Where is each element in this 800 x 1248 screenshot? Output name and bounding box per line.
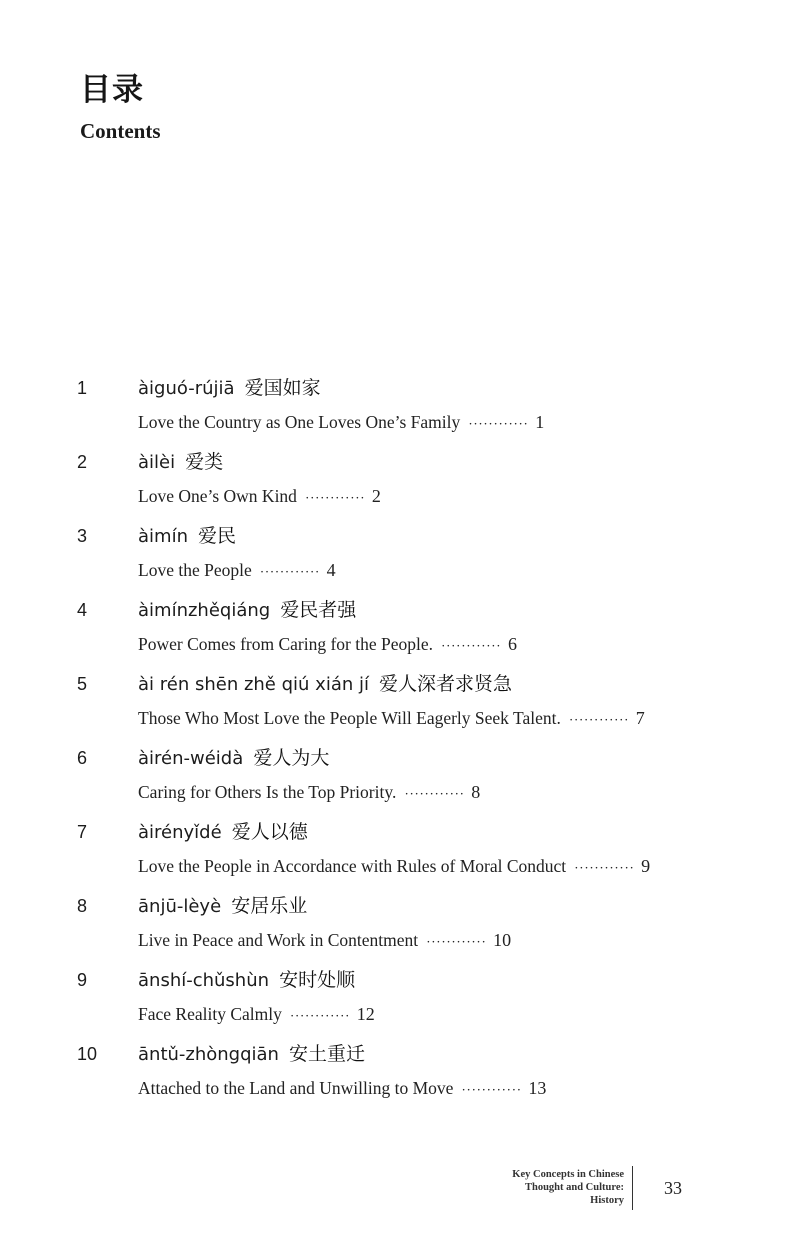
entry-pinyin: àilèi bbox=[138, 452, 176, 473]
entry-english-title bbox=[138, 780, 480, 806]
entry-page-number: 1 bbox=[535, 412, 545, 432]
footer-title-line-1: Key Concepts in Chinese bbox=[512, 1169, 624, 1180]
entry-term bbox=[138, 744, 329, 773]
toc-entry-5[interactable] bbox=[0, 670, 800, 734]
entry-english-title bbox=[138, 410, 544, 436]
entry-page-number: 8 bbox=[471, 782, 481, 802]
dot-leader: ············ bbox=[461, 1083, 522, 1097]
page-title-chinese: 目录 bbox=[80, 72, 144, 108]
entry-number: 3 bbox=[77, 526, 88, 546]
entry-english-title bbox=[138, 706, 645, 732]
entry-page-number: 6 bbox=[507, 634, 517, 654]
entry-number: 5 bbox=[77, 674, 88, 694]
toc-entry-4[interactable] bbox=[0, 596, 800, 660]
entry-hanzi: 安土重迁 bbox=[289, 1043, 366, 1065]
entry-hanzi: 爱民者强 bbox=[280, 599, 357, 621]
entry-english-title bbox=[138, 484, 381, 510]
entry-term bbox=[138, 522, 236, 551]
entry-term bbox=[138, 448, 223, 477]
footer-divider bbox=[632, 1166, 633, 1210]
dot-leader: ············ bbox=[574, 861, 635, 875]
dot-leader: ············ bbox=[468, 417, 529, 431]
entry-hanzi: 爱人为大 bbox=[253, 747, 330, 769]
page-title-english: Contents bbox=[80, 119, 161, 143]
entry-pinyin: āntǔ-zhòngqiān bbox=[138, 1044, 279, 1065]
dot-leader: ············ bbox=[305, 491, 366, 505]
entry-english-text: Love One’s Own Kind bbox=[138, 486, 297, 506]
entry-pinyin: ānshí-chǔshùn bbox=[138, 970, 270, 991]
toc-entry-2[interactable] bbox=[0, 448, 800, 512]
entry-number: 9 bbox=[77, 970, 88, 990]
toc-entry-7[interactable] bbox=[0, 818, 800, 882]
running-footer-book-title bbox=[512, 1168, 624, 1207]
entry-hanzi: 安时处顺 bbox=[279, 969, 356, 991]
toc-entry-10[interactable] bbox=[0, 1040, 800, 1104]
footer-title-line-2: Thought and Culture: bbox=[524, 1182, 624, 1193]
entry-hanzi: 爱类 bbox=[185, 451, 224, 473]
footer-title-line-3: History bbox=[590, 1195, 624, 1206]
dot-leader: ············ bbox=[404, 787, 465, 801]
entry-number: 2 bbox=[77, 452, 88, 472]
entry-number: 1 bbox=[77, 378, 88, 398]
entry-term bbox=[138, 596, 356, 625]
entry-term bbox=[138, 670, 512, 699]
entry-hanzi: 爱民 bbox=[198, 525, 237, 547]
entry-page-number: 7 bbox=[635, 708, 645, 728]
dot-leader: ············ bbox=[426, 935, 487, 949]
entry-hanzi: 爱人深者求贤急 bbox=[379, 673, 513, 695]
entry-term bbox=[138, 966, 355, 995]
toc-entry-1[interactable] bbox=[0, 374, 800, 438]
entry-number: 6 bbox=[77, 748, 88, 768]
toc-entry-6[interactable] bbox=[0, 744, 800, 808]
entry-pinyin: àimínzhěqiáng bbox=[138, 600, 271, 621]
entry-hanzi: 爱国如家 bbox=[244, 377, 321, 399]
entry-pinyin: àimín bbox=[138, 526, 188, 547]
toc-entry-8[interactable] bbox=[0, 892, 800, 956]
entry-english-text: Love the People in Accordance with Rules of Moral Conduct bbox=[138, 856, 567, 876]
entry-pinyin: àirényǐdé bbox=[138, 822, 222, 843]
entry-pinyin: ài rén shēn zhě qiú xián jí bbox=[138, 674, 369, 695]
dot-leader: ············ bbox=[290, 1009, 351, 1023]
entry-hanzi: 爱人以德 bbox=[231, 821, 308, 843]
entry-english-title bbox=[138, 1076, 546, 1102]
entry-english-title bbox=[138, 1002, 375, 1028]
dot-leader: ············ bbox=[260, 565, 321, 579]
entry-number: 4 bbox=[77, 600, 88, 620]
entry-number: 8 bbox=[77, 896, 88, 916]
entry-english-title bbox=[138, 632, 517, 658]
entry-english-text: Love the People bbox=[138, 560, 252, 580]
entry-pinyin: àirén-wéidà bbox=[138, 748, 244, 769]
entry-term bbox=[138, 374, 321, 403]
dot-leader: ············ bbox=[441, 639, 502, 653]
entry-english-text: Caring for Others Is the Top Priority. bbox=[138, 782, 397, 802]
entry-page-number: 2 bbox=[371, 486, 381, 506]
entry-hanzi: 安居乐业 bbox=[231, 895, 308, 917]
entry-number: 10 bbox=[77, 1044, 98, 1064]
toc-entry-3[interactable] bbox=[0, 522, 800, 586]
entry-english-title bbox=[138, 854, 650, 880]
entry-page-number: 13 bbox=[528, 1078, 547, 1098]
entry-pinyin: àiguó-rújiā bbox=[138, 378, 235, 399]
toc-entry-9[interactable] bbox=[0, 966, 800, 1030]
entry-english-text: Love the Country as One Loves One’s Family bbox=[138, 412, 461, 432]
entry-page-number: 10 bbox=[493, 930, 512, 950]
entry-english-title bbox=[138, 928, 511, 954]
entry-english-text: Live in Peace and Work in Contentment bbox=[138, 930, 419, 950]
dot-leader: ············ bbox=[569, 713, 630, 727]
entry-page-number: 9 bbox=[641, 856, 651, 876]
entry-pinyin: ānjū-lèyè bbox=[138, 896, 222, 917]
entry-page-number: 4 bbox=[326, 560, 336, 580]
entry-term bbox=[138, 1040, 365, 1069]
entry-term bbox=[138, 892, 307, 921]
entry-term bbox=[138, 818, 308, 847]
entry-english-text: Attached to the Land and Unwilling to Move bbox=[138, 1078, 454, 1098]
footer-page-number: 33 bbox=[664, 1178, 682, 1198]
entry-english-text: Face Reality Calmly bbox=[138, 1004, 282, 1024]
entry-number: 7 bbox=[77, 822, 88, 842]
page-heading bbox=[80, 70, 161, 144]
entry-english-text: Those Who Most Love the People Will Eagerly Seek Talent. bbox=[138, 708, 561, 728]
entry-english-title bbox=[138, 558, 336, 584]
entry-english-text: Power Comes from Caring for the People. bbox=[138, 634, 434, 654]
entry-page-number: 12 bbox=[356, 1004, 375, 1024]
